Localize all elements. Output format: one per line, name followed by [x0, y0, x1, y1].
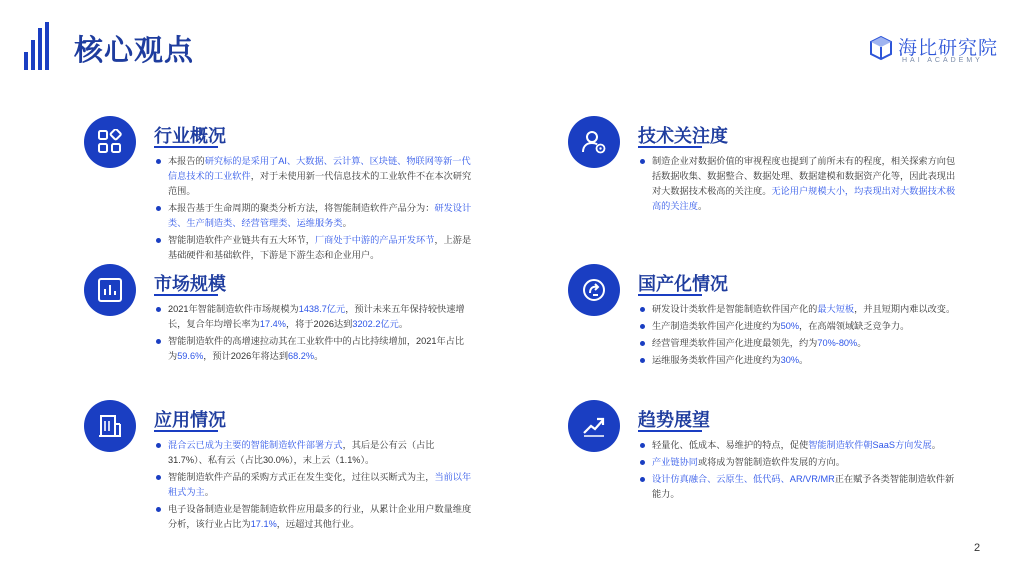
- section-title: 市场规模: [154, 274, 226, 294]
- bullet-item: 制造企业对数据价值的审视程度也提到了前所未有的程度，相关探索方向包括数据收集、数据整合、数据处理、数据建模和数据资产化等，因此表现出对大数据技术极高的关注度。无论用户规模大小，均表现出对大数据技术极高的关注度。: [638, 154, 956, 214]
- bullet-list: [154, 438, 472, 534]
- section-title: 国产化情况: [638, 274, 728, 294]
- bullet-item: 智能制造软件的高增速拉动其在工业软件中的占比持续增加，2021年占比为59.6%，预计2026年将达到68.2%。: [154, 334, 472, 364]
- title-underline: [638, 430, 702, 432]
- section-title: 应用情况: [154, 410, 226, 430]
- section-title: 技术关注度: [638, 126, 728, 146]
- bullet-list: [638, 438, 956, 504]
- bullet-item: 设计仿真融合、云原生、低代码、AR/VR/MR正在赋予各类智能制造软件新能力。: [638, 472, 956, 502]
- bullet-item: 智能制造软件产品的采购方式正在发生变化，过往以买断式为主，当前以年租式为主。: [154, 470, 472, 500]
- bullet-item: 经营管理类软件国产化进度最领先，约为70%-80%。: [638, 336, 956, 351]
- title-underline: [638, 294, 702, 296]
- section-title: 趋势展望: [638, 410, 710, 430]
- bullet-list: [638, 302, 956, 370]
- title-bars-decoration: [24, 22, 50, 70]
- bullet-list: [638, 154, 956, 216]
- slide-header: [0, 0, 1024, 80]
- title-underline: [154, 430, 218, 432]
- trend-up-icon: [568, 400, 620, 452]
- bullet-item: 轻量化、低成本、易维护的特点，促使智能制造软件朝SaaS方向发展。: [638, 438, 956, 453]
- title-underline: [154, 294, 218, 296]
- bullet-item: 电子设备制造业是智能制造软件应用最多的行业，从累计企业用户数量维度分析，该行业占比为17.1%，远超过其他行业。: [154, 502, 472, 532]
- page-title: 核心观点: [74, 35, 195, 67]
- apps-grid-icon: [84, 116, 136, 168]
- refresh-circle-icon: [568, 264, 620, 316]
- bullet-item: 运维服务类软件国产化进度约为30%。: [638, 353, 956, 368]
- bullet-item: 2021年智能制造软件市场规模为1438.7亿元，预计未来五年保持较快速增长，复合年均增长率为17.4%，将于2026达到3202.2亿元。: [154, 302, 472, 332]
- bar-chart-icon: [84, 264, 136, 316]
- bullet-item: 本报告基于生命周期的聚类分析方法，将智能制造软件产品分为：研发设计类、生产制造类、经营管理类、运维服务类。: [154, 201, 472, 231]
- section-title: 行业概况: [154, 126, 226, 146]
- logo-text: 海比研究院: [898, 38, 999, 59]
- bullet-list: [154, 302, 472, 366]
- logo-subtext: HAI ACADEMY: [902, 57, 983, 64]
- bullet-item: 生产制造类软件国产化进度约为50%，在高端领域缺乏竞争力。: [638, 319, 956, 334]
- cube-logo-icon: [868, 35, 894, 61]
- building-icon: [84, 400, 136, 452]
- bullet-item: 本报告的研究标的是采用了AI、大数据、云计算、区块链、物联网等新一代信息技术的工业软件，对于未使用新一代信息技术的工业软件不在本次研究范围。: [154, 154, 472, 199]
- logo: [868, 33, 998, 69]
- page-number: 2: [974, 542, 981, 554]
- bullet-list: [154, 154, 472, 265]
- user-settings-icon: [568, 116, 620, 168]
- title-underline: [154, 146, 218, 148]
- bullet-item: 混合云已成为主要的智能制造软件部署方式，其后是公有云（占比31.7%）、私有云（占比30.0%），末上云（1.1%）。: [154, 438, 472, 468]
- title-underline: [638, 146, 702, 148]
- bullet-item: 研发设计类软件是智能制造软件国产化的最大短板，并且短期内难以改变。: [638, 302, 956, 317]
- bullet-item: 智能制造软件产业链共有五大环节，厂商处于中游的产品开发环节，上游是基础硬件和基础软件，下游是下游生态和企业用户。: [154, 233, 472, 263]
- bullet-item: 产业链协同或将成为智能制造软件发展的方向。: [638, 455, 956, 470]
